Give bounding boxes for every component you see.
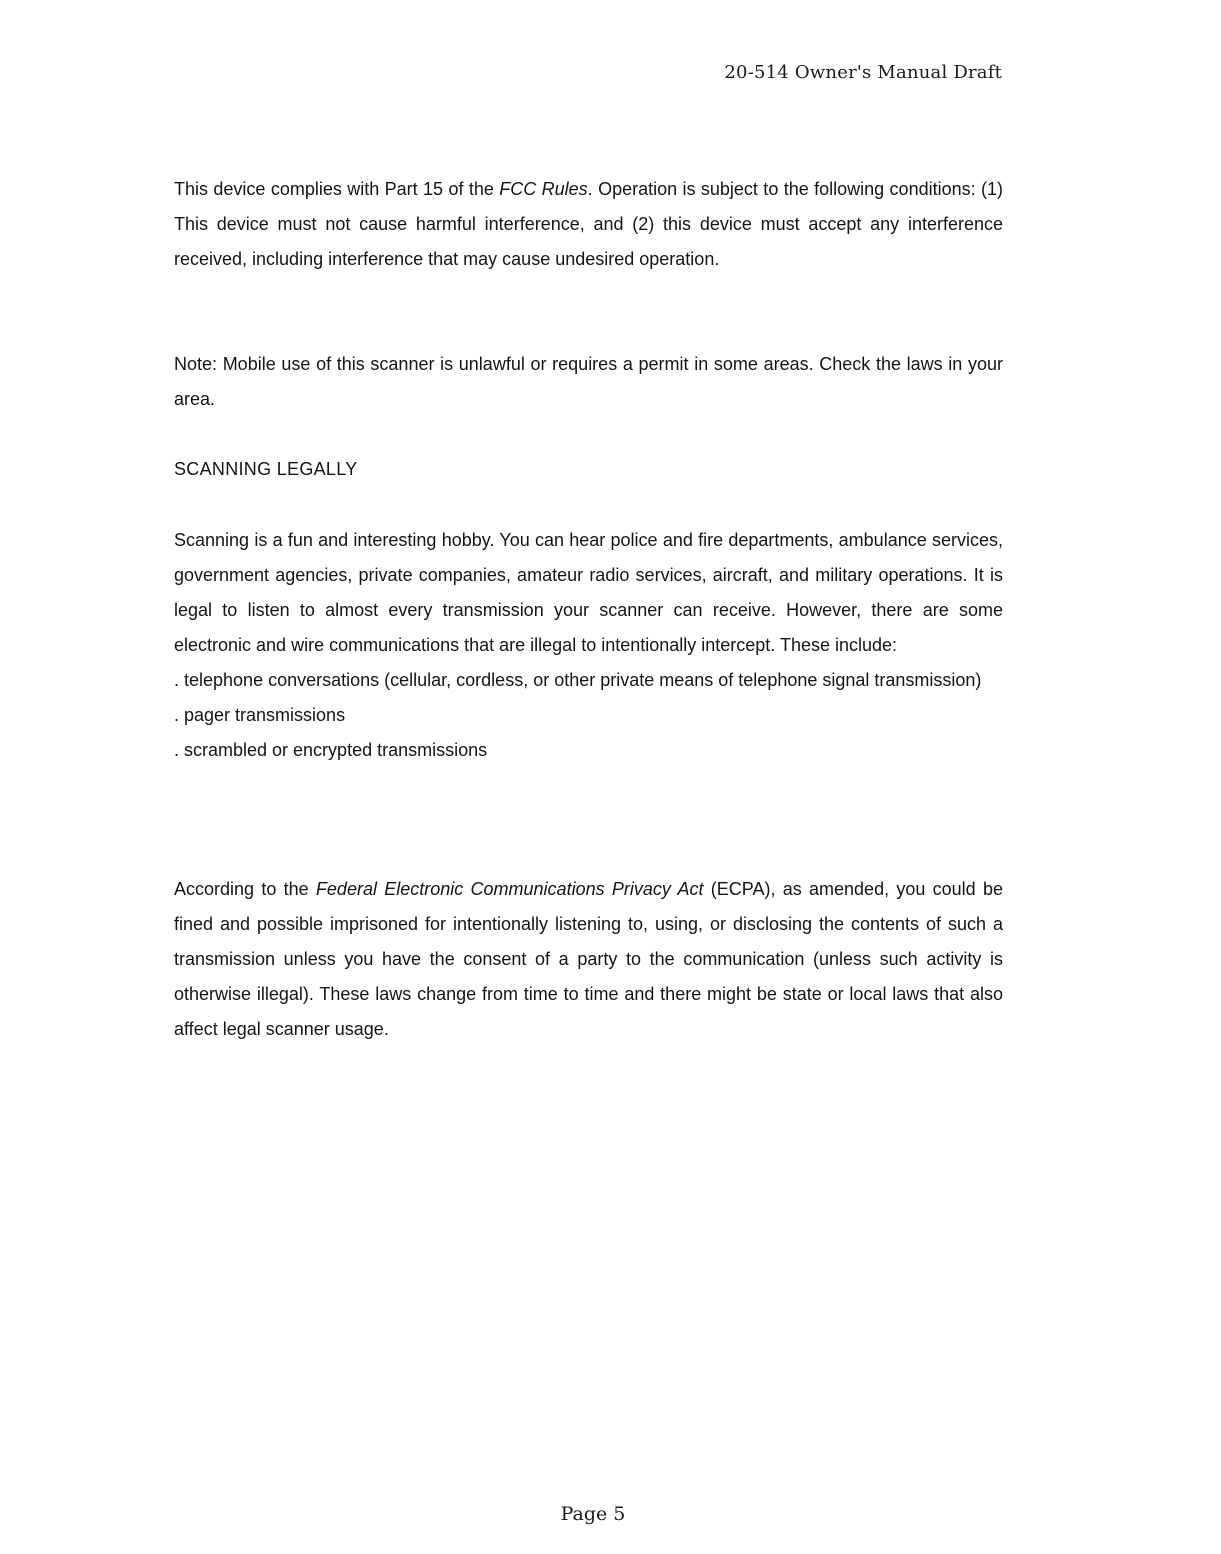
scanning-legally-paragraph: [174, 523, 1003, 768]
section-heading: SCANNING LEGALLY: [174, 459, 358, 479]
running-header: 20-514 Owner's Manual Draft: [724, 62, 1002, 83]
section-heading-container: [174, 452, 1003, 487]
fcc-compliance-paragraph: [174, 172, 1003, 277]
fcc-text-lead: This device complies with Part 15 of the: [174, 179, 500, 199]
fcc-compliance-text: [174, 172, 1003, 277]
fcc-rules-title: FCC Rules: [499, 179, 588, 199]
scanning-legally-text: Scanning is a fun and interesting hobby. You can hear police and fire departments, ambulance services, government agencies, private companies, amateur radio services, aircraft, and military operations. It is legal to listen to almost every transmission your scanner can receive. However, there are some electronic and wire communications that are illegal to intentionally intercept. These include:: [174, 530, 1003, 655]
page-number: Page 5: [560, 1503, 626, 1525]
ecpa-text: [174, 872, 1003, 1047]
mobile-use-note-text: Note: Mobile use of this scanner is unlawful or requires a permit in some areas. Check the laws in your area.: [174, 354, 1003, 409]
mobile-use-note: [174, 347, 1003, 417]
list-item: . telephone conversations (cellular, cordless, or other private means of telephone signal transmission): [174, 670, 982, 690]
list-item: . scrambled or encrypted transmissions: [174, 740, 488, 760]
ecpa-act-title: Federal Electronic Communications Privacy Act: [315, 879, 704, 899]
list-item: . pager transmissions: [174, 705, 346, 725]
fcc-text-rest: . Operation is subject to the following conditions: (1) This device must not cause harmful interference, and (2) this device must accept any interference received, including interference that may cause undesired operation.: [174, 179, 1003, 269]
ecpa-text-rest: (ECPA), as amended, you could be fined and possible imprisoned for intentionally listening to, using, or disclosing the contents of such a transmission unless you have the consent of a party to the communication (unless such activity is otherwise illegal). These laws change from time to time and there might be state or local laws that also affect legal scanner usage.: [174, 879, 1003, 1039]
ecpa-paragraph: [174, 872, 1003, 1047]
ecpa-text-lead: According to the: [174, 879, 316, 899]
